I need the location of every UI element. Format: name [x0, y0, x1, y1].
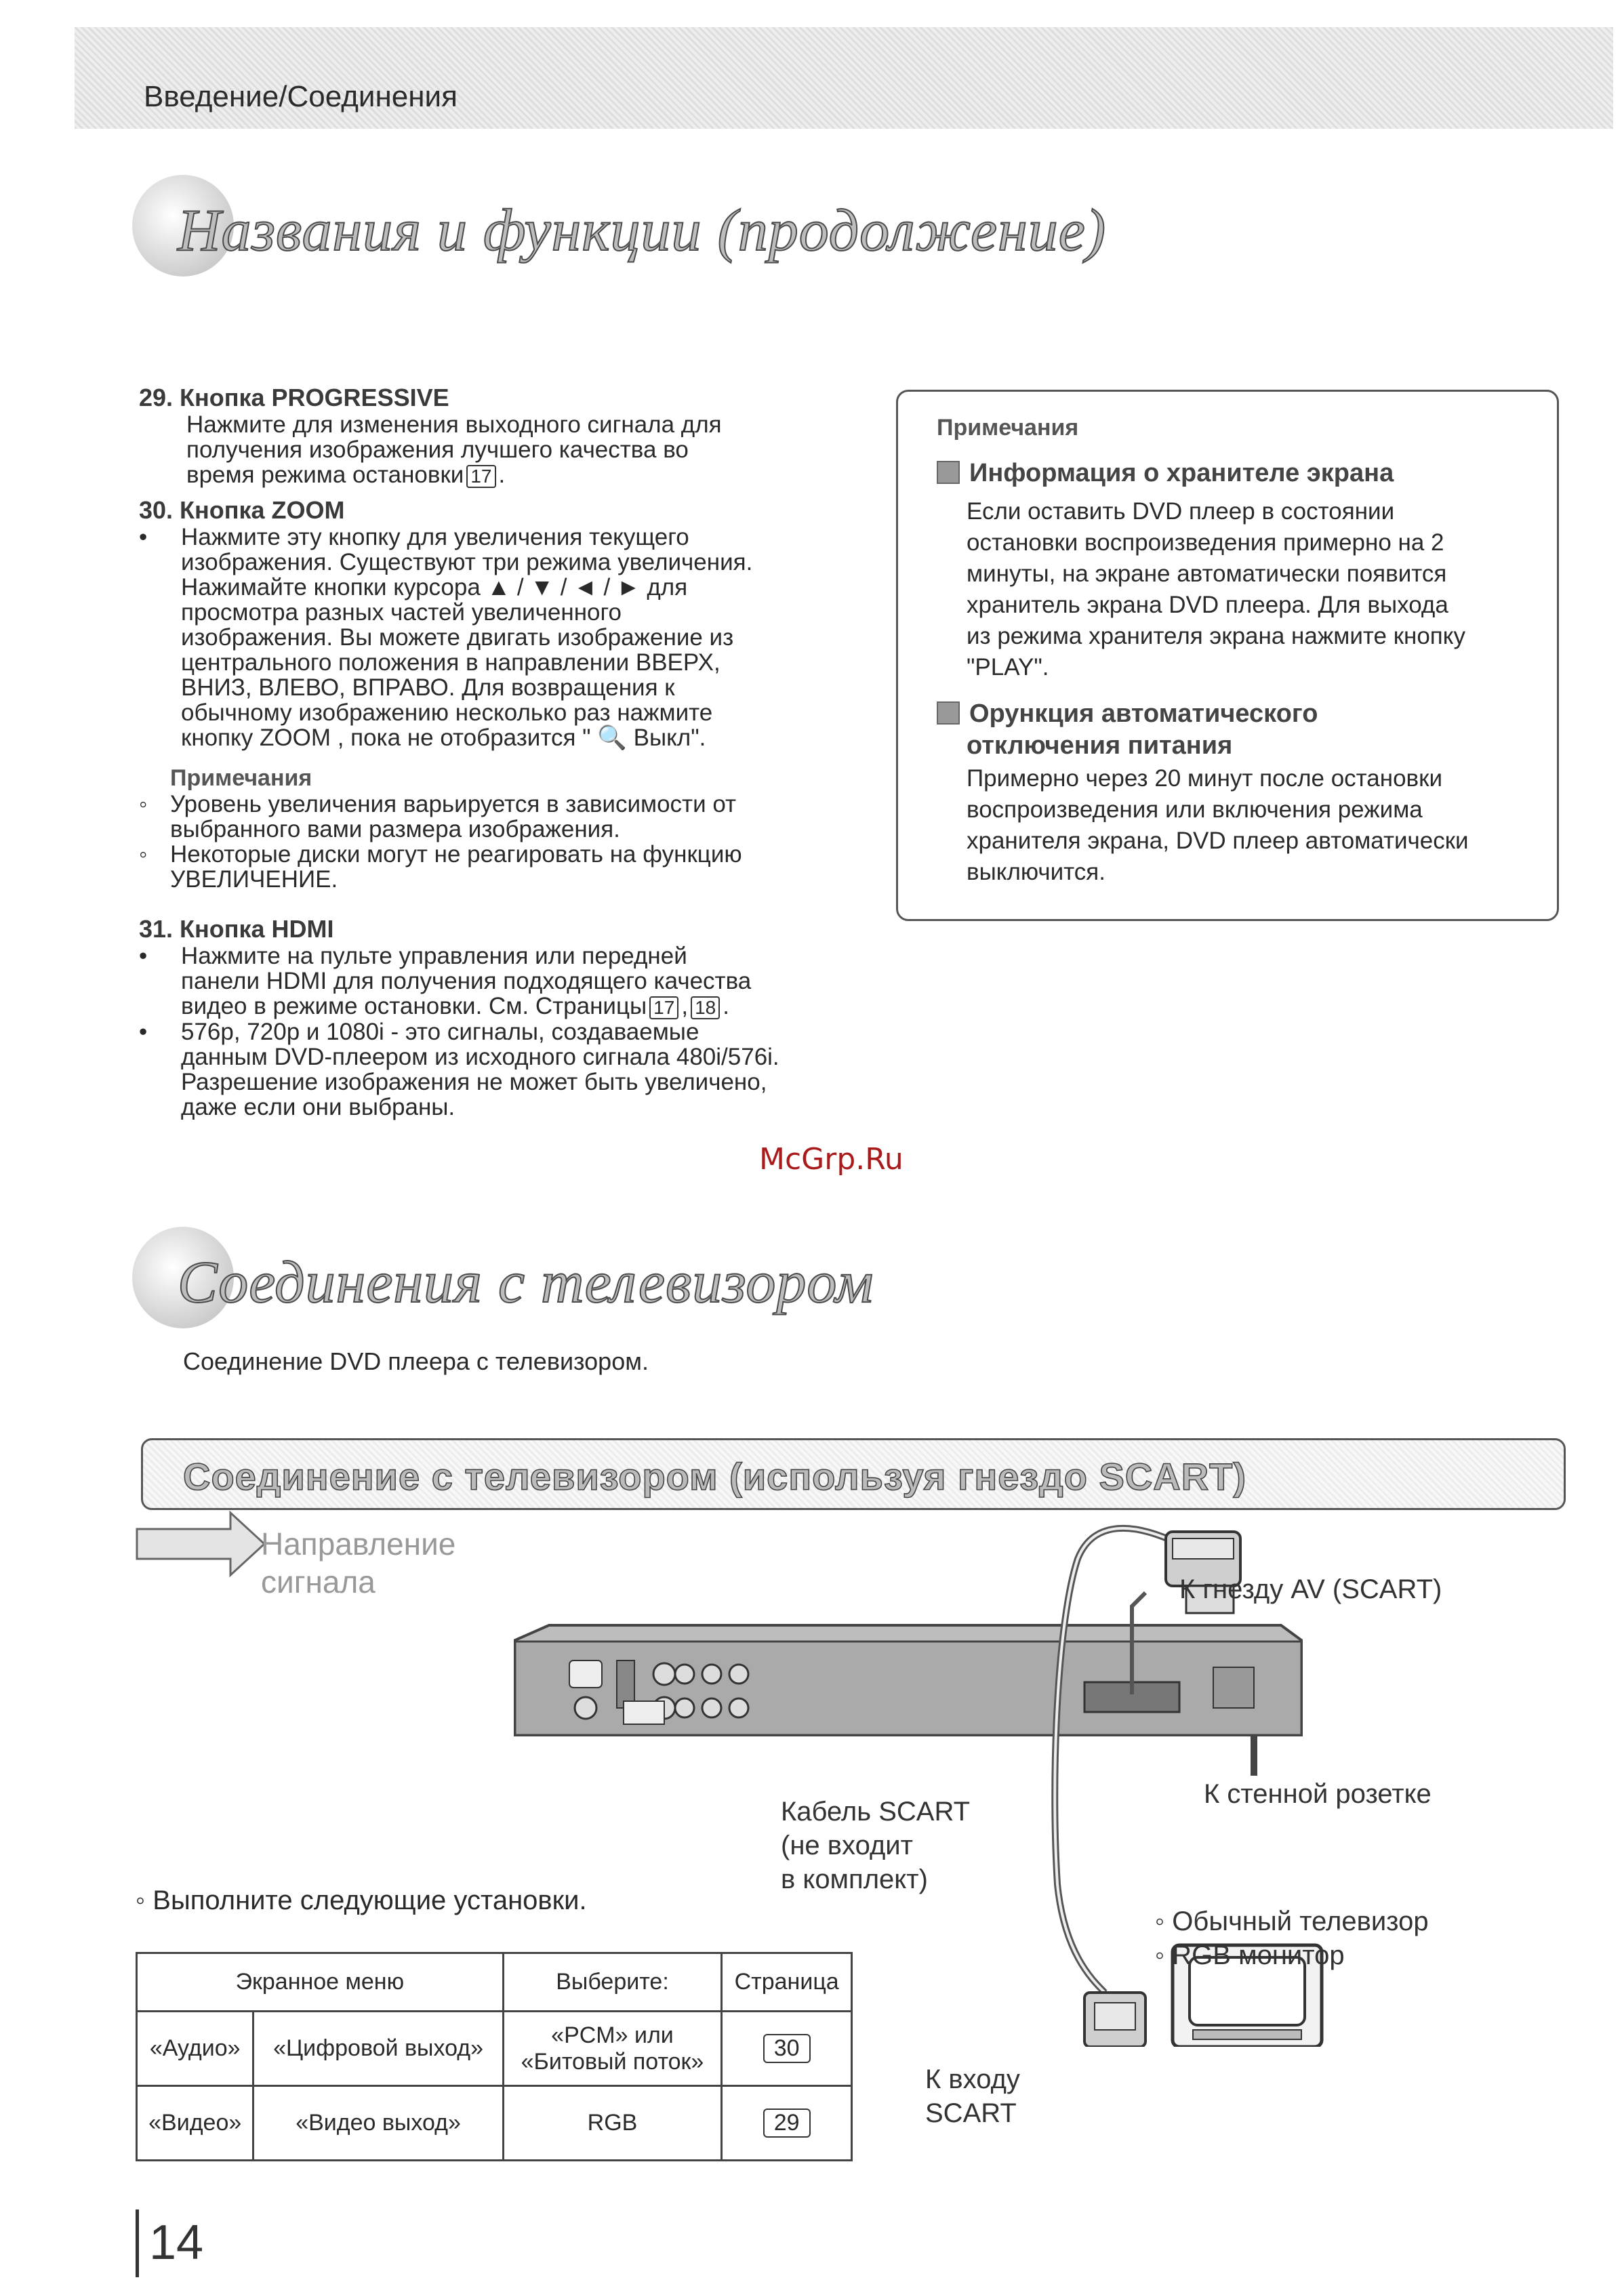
zoom-notes-title: Примечания — [170, 765, 312, 791]
table-header-row — [137, 1953, 852, 2012]
dvd-player — [515, 1625, 1301, 1735]
bullet: • — [139, 524, 148, 550]
page-ref: 30 — [763, 2034, 811, 2063]
notes-title: Примечания — [937, 415, 1079, 441]
to-wall-label: К стенной розетке — [1204, 1779, 1432, 1809]
settings-intro: ◦ Выполните следующие установки. — [136, 1886, 587, 1915]
zoom-note: ◦ Некоторые диски могут не реагировать на функцию УВЕЛИЧЕНИЕ. — [139, 841, 742, 893]
item-zoom: 30. Кнопка ZOOM • Нажмите эту кнопку для увеличения текущего изображения. Существуют три режима увеличения. Нажимайте кнопки курсора ▲ / ▼ / ◄ / ► для просмотра разных частей увеличенного изображения. Вы можете двигать изображение из центрального положения в направлении ВВЕРХ, ВНИЗ, ВЛЕВО, ВПРАВО. Для возвращения к обычному изображению несколько раз нажмите кнопку ZOOM , пока не отобразится " 🔍 Выкл". Примечания ◦ Уровень увеличения варьируется в зависимости от выбранного вами размера изображения. ◦ Некоторые диски могут не реагировать на функцию УВЕЛИЧЕНИЕ. — [139, 496, 857, 892]
item-title: 30. Кнопка ZOOM — [139, 496, 345, 524]
bullet: • — [139, 1019, 148, 1045]
settings-table — [136, 1952, 853, 2161]
page-ref: 17 — [466, 465, 495, 488]
table-header: Страница — [722, 1953, 852, 2012]
table-row: «Аудио» «Цифровой выход» «PCM» или «Битовый поток» 30 — [137, 2012, 852, 2086]
bullet: ◦ — [139, 841, 148, 868]
signal-arrow-icon — [137, 1513, 264, 1575]
note-section-screensaver: Информация о хранителе экрана Если оставить DVD плеер в состоянии остановки воспроизведения примерно на 2 минуты, на экране автоматически появится хранитель экрана DVD плеера. Для выхода из режима хранителя экрана нажмите кнопку "PLAY". — [937, 459, 1540, 683]
square-bullet-icon — [937, 461, 960, 484]
tv-types-label: ◦ Обычный телевизор ◦ RGB монитор — [1155, 1907, 1429, 1970]
page-number-rule — [136, 2209, 139, 2277]
page-ref: 18 — [691, 996, 720, 1019]
section-subtitle: Соединение DVD плеера с телевизором. — [183, 1347, 649, 1375]
section-title-names: Названия и функции (продолжение) — [178, 198, 1107, 264]
cable-label: Кабель SCART (не входит в комплект) — [781, 1797, 971, 1894]
note-section-autopower: Орункция автоматического отключения питания Примерно через 20 минут после остановки воспроизведения или включения режима хранителя экрана, DVD плеер автоматически выключится. — [937, 699, 1540, 888]
scart-title: Соединение с телевизором (используя гнездо SCART) — [183, 1455, 1247, 1498]
notes-box-content — [937, 415, 1540, 888]
zoom-note: ◦ Уровень увеличения варьируется в зависимости от выбранного вами размера изображения. — [139, 791, 737, 842]
to-input-label: К входу SCART — [925, 2064, 1020, 2128]
page-ref: 17 — [649, 996, 678, 1019]
signal-direction-label: Направление сигнала — [261, 1526, 456, 1600]
page-number: 14 — [149, 2216, 204, 2270]
bullet: ◦ — [139, 791, 148, 817]
section-title-connections: Соединения с телевизором — [178, 1250, 874, 1316]
item-title: 31. Кнопка HDMI — [139, 915, 334, 943]
page-ref: 29 — [763, 2108, 811, 2138]
item-progressive: 29. Кнопка PROGRESSIVE Нажмите для изменения выходного сигнала для получения изображения лучшего качества во время режима остановки 17 . — [139, 384, 857, 488]
watermark: McGrp.Ru — [759, 1142, 904, 1177]
table-header: Экранное меню — [137, 1953, 504, 2012]
table-header: Выберите: — [503, 1953, 722, 2012]
table-row: «Видео» «Видео выход» RGB 29 — [137, 2086, 852, 2161]
item-title: 29. Кнопка PROGRESSIVE — [139, 384, 449, 411]
bullet: • — [139, 943, 148, 969]
item-hdmi: 31. Кнопка HDMI • Нажмите на пульте управления или передней панели HDMI для получения подходящего качества видео в режиме остановки. См. Страницы 17 , 18 . • 576p, 720p и 1080i - это сигналы, создаваемые данным DVD-плеером из исходного сигнала 480i/576i. Разрешение изображения не может быть увеличено, даже если они выбраны. — [139, 915, 857, 1120]
square-bullet-icon — [937, 701, 960, 725]
to-av-label: К гнезду AV (SCART) — [1179, 1574, 1442, 1604]
scart-plug-bottom — [1084, 1993, 1145, 2047]
breadcrumb: Введение/Соединения — [144, 80, 458, 113]
